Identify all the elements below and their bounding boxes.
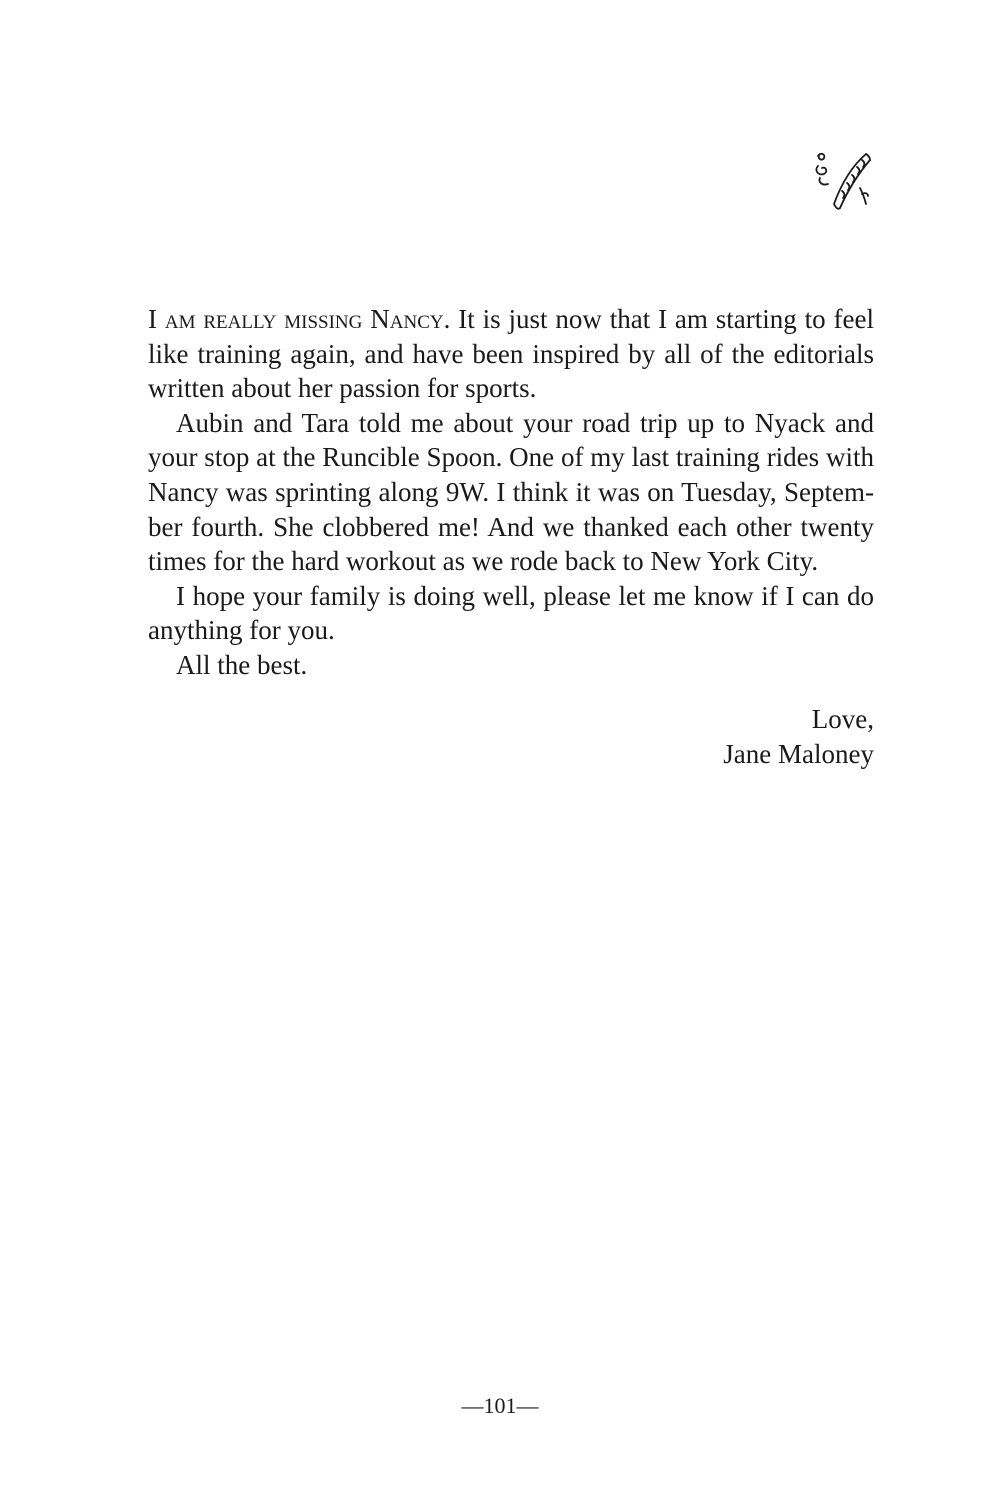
page-number: —101—	[461, 1393, 539, 1418]
paragraph-4: All the best.	[176, 649, 308, 680]
floral-leaf-ornament-icon	[812, 148, 876, 212]
valediction: Love,	[811, 704, 874, 734]
closing-block	[723, 702, 874, 771]
paragraph-3: I hope your family is doing well, please let me know if I can do anything for you.	[148, 580, 874, 646]
paragraph-1-text: It is just now that I am starting to feel like training again, and have been inspired by all of the editorials written about her passion for sports.	[148, 304, 874, 404]
paragraph-2: Aubin and Tara told me about your road trip up to Nyack and your stop at the Runcible Spoon. One of my last training rides with Nancy was sprinting along 9W. I think it was on Tuesday, Septem-ber fourth. She clobbered me! And we thanked each other twenty times for the hard workout as we rode back to New York City.	[148, 407, 874, 577]
opening-small-caps: I am really missing Nancy.	[148, 304, 451, 334]
paragraph-1	[148, 302, 874, 406]
letter-body	[148, 302, 874, 683]
signature: Jane Maloney	[723, 738, 874, 769]
